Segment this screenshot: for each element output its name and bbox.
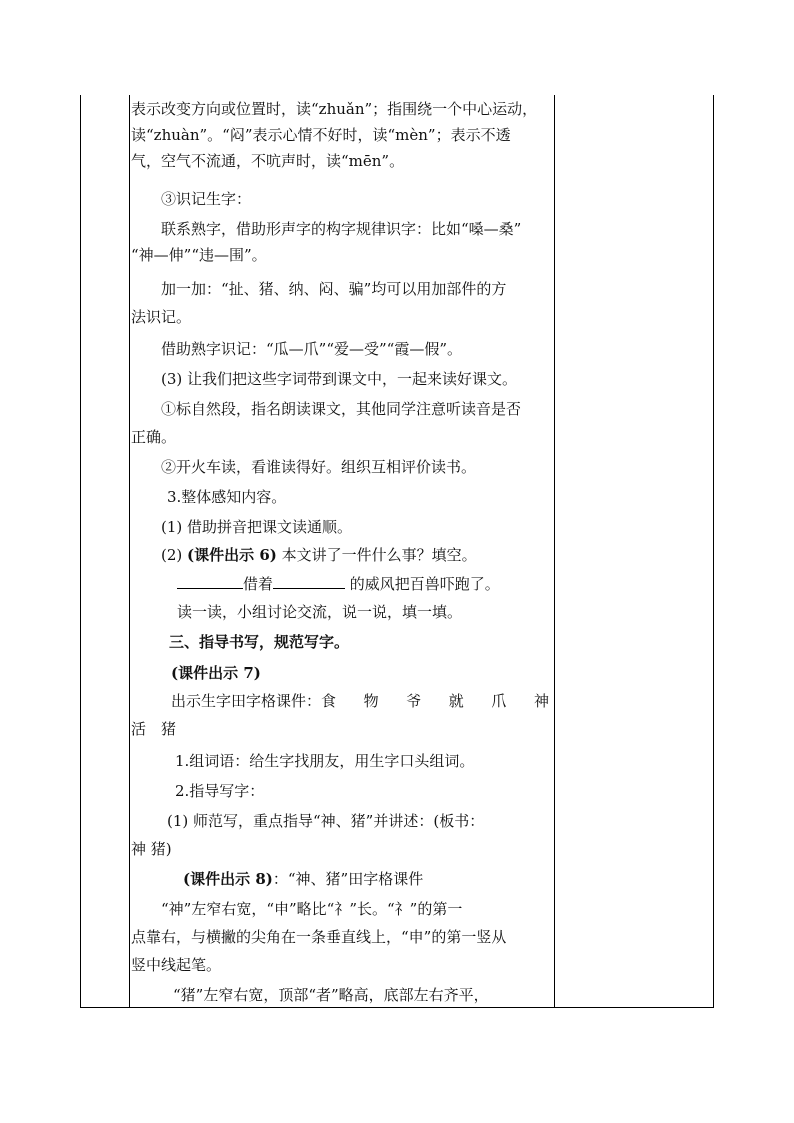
column-divider-left [129,95,130,1007]
text-line: 2.指导写字： [175,782,265,800]
text-line: “神—伸”“违—围”。 [131,246,267,264]
char: 爷 [406,692,422,710]
text-line: 表示改变方向或位置时，读“zhuǎn”；指围绕一个中心运动， [131,100,538,118]
text-line: 借助熟字识记：“瓜—爪”“爱—受”“霞—假”。 [161,340,463,358]
courseware-label-6: (课件出示 6) [187,546,277,564]
courseware-label-7: (课件出示 7) [171,664,261,682]
text-line: (1) 师范写，重点指导“神、猪”并讲述：(板书： [167,812,485,830]
char: 就 [448,692,464,710]
text-line: 读“zhuàn”。“闷”表示心情不好时，读“mèn”；表示不透 [131,126,511,144]
blank-1 [177,574,243,589]
courseware-text-8: ：“神、猪”田字格课件 [272,870,424,888]
question-2 [161,545,477,565]
text-line: “猪”左窄右宽，顶部“者”略高，底部左右齐平， [173,986,489,1004]
text-line: 竖中线起笔。 [131,956,222,974]
fill-in-blank [177,574,500,594]
text-line: 读一读，小组讨论交流，说一说，填一填。 [177,603,463,621]
char: 神 [533,692,549,710]
text-line: 点靠右，与横撇的尖角在一条垂直线上，“申”的第一竖从 [131,928,507,946]
text-line: “神”左窄右宽，“申”略比“礻”长。“礻”的第一 [161,900,463,918]
section-heading-3: 三、指导书写，规范写字。 [169,633,350,651]
text-line: 1.组词语：给生字找朋友，用生字口头组词。 [175,752,475,770]
courseware-line-8 [183,869,423,889]
question-2-text: 本文讲了一件什么事？填空。 [276,546,477,564]
text-line: ③识记生字： [161,190,252,208]
text-line: (1) 借助拼音把课文读通顺。 [161,518,353,536]
text-line: ②开火车读，看谁读得好。组织互相评价读书。 [161,458,477,476]
blank-2 [273,574,345,589]
courseware-label-8: (课件出示 8) [183,870,273,888]
text-line: 加一加：“扯、猪、纳、闷、骗”均可以用加部件的方 [161,280,507,298]
fill-mid: 借着 [243,575,274,593]
char: 物 [363,692,379,710]
fill-end: 的威风把百兽吓跑了。 [345,575,500,593]
text-line: 正确。 [131,428,177,446]
chars-prefix: 出示生字田字格课件：食 [171,692,337,710]
text-line: 神 猪) [131,840,172,858]
text-line: 气，空气不流通，不吭声时，读“mēn”。 [131,152,405,170]
column-divider-right [554,95,555,1007]
text-line: 法识记。 [131,308,192,326]
text-line: ①标自然段，指名朗读课文，其他同学注意听读音是否 [161,400,522,418]
chars-line [171,691,549,711]
text-line: 3.整体感知内容。 [167,488,287,506]
text-line: 联系熟字，借助形声字的构字规律识字：比如“嗓—桑” [161,220,522,238]
text-line: 活 猪 [131,720,177,738]
text-line: (3) 让我们把这些字词带到课文中，一起来读好课文。 [161,370,518,388]
question-2-prefix: (2) [161,546,188,564]
char: 爪 [491,692,507,710]
